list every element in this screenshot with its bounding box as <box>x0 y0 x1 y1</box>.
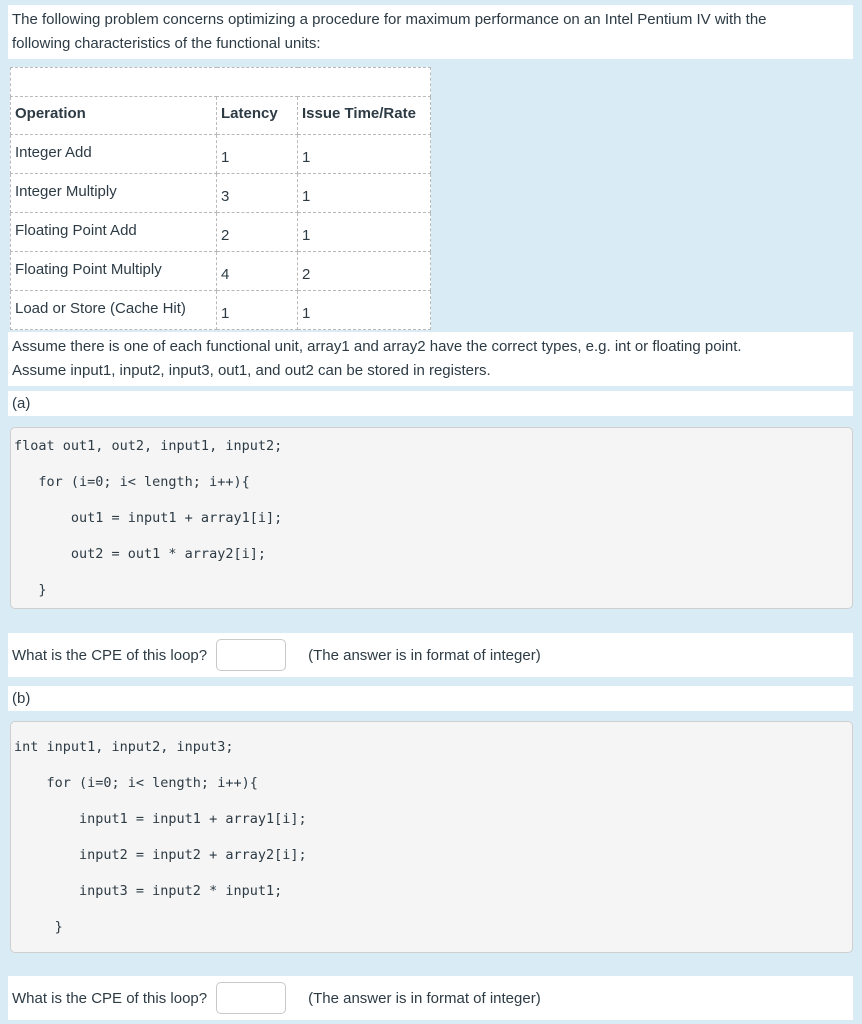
col-header-latency: Latency <box>217 97 298 135</box>
code-line: input1 = input1 + array1[i]; <box>14 811 307 827</box>
answer-input-a[interactable] <box>216 639 286 671</box>
code-line: for (i=0; i< length; i++){ <box>14 474 250 490</box>
code-line: float out1, out2, input1, input2; <box>14 438 283 454</box>
table-row <box>11 213 431 252</box>
assumptions-text <box>8 332 853 386</box>
intro-line-1: The following problem concerns optimizing a procedure for maximum performance on an Intel Pentium IV with the <box>12 11 767 28</box>
code-line: for (i=0; i< length; i++){ <box>14 775 258 791</box>
part-a-label: (a) <box>8 391 853 416</box>
issue-rate-cell: 1 <box>298 174 431 213</box>
answer-input-b[interactable] <box>216 982 286 1014</box>
code-block-b <box>10 721 853 953</box>
question-label-a: What is the CPE of this loop? <box>12 646 208 664</box>
code-line: } <box>14 582 47 598</box>
table-row <box>11 135 431 174</box>
col-header-issue-rate: Issue Time/Rate <box>298 97 431 135</box>
operation-cell: Integer Multiply <box>11 174 217 213</box>
issue-rate-cell: 1 <box>298 135 431 174</box>
table-row <box>11 174 431 213</box>
question-row-a <box>8 633 853 677</box>
assumptions-line-2: Assume input1, input2, input3, out1, and out2 can be stored in registers. <box>12 362 491 379</box>
intro-line-2: following characteristics of the functional units: <box>12 35 321 52</box>
latency-cell: 4 <box>217 252 298 291</box>
operation-cell: Floating Point Add <box>11 213 217 252</box>
code-line: out1 = input1 + array1[i]; <box>14 510 283 526</box>
col-header-operation: Operation <box>11 97 217 135</box>
issue-rate-cell: 1 <box>298 213 431 252</box>
question-label-b: What is the CPE of this loop? <box>12 989 208 1007</box>
table-spacer-cell <box>11 68 431 97</box>
latency-cell: 3 <box>217 174 298 213</box>
question-row-b <box>8 976 853 1020</box>
code-line: input2 = input2 + array2[i]; <box>14 847 307 863</box>
table-header-row <box>11 97 431 135</box>
table-row <box>11 252 431 291</box>
code-line: out2 = out1 * array2[i]; <box>14 546 266 562</box>
code-line: input3 = input2 * input1; <box>14 883 283 899</box>
code-line: int input1, input2, input3; <box>14 739 234 755</box>
assumptions-line-1: Assume there is one of each functional unit, array1 and array2 have the correct types, e.g. int or floating point. <box>12 338 742 355</box>
operation-cell: Load or Store (Cache Hit) <box>11 291 217 330</box>
question-note-a: (The answer is in format of integer) <box>308 646 541 664</box>
latency-cell: 2 <box>217 213 298 252</box>
latency-cell: 1 <box>217 291 298 330</box>
issue-rate-cell: 1 <box>298 291 431 330</box>
table-spacer-row <box>11 68 431 97</box>
question-note-b: (The answer is in format of integer) <box>308 989 541 1007</box>
operation-cell: Integer Add <box>11 135 217 174</box>
part-b-label: (b) <box>8 686 853 711</box>
table-row <box>11 291 431 330</box>
code-block-a <box>10 427 853 609</box>
operation-cell: Floating Point Multiply <box>11 252 217 291</box>
intro-text <box>8 5 853 59</box>
code-line: } <box>14 919 63 935</box>
issue-rate-cell: 2 <box>298 252 431 291</box>
latency-cell: 1 <box>217 135 298 174</box>
functional-units-table <box>10 67 431 330</box>
